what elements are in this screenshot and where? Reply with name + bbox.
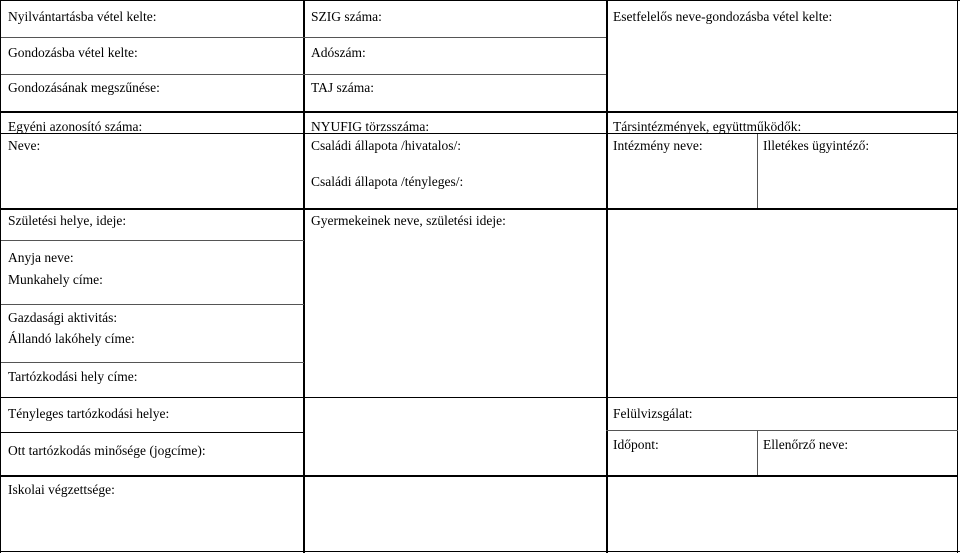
label-anyja-neve: Anyja neve: bbox=[8, 250, 74, 265]
row-line-2 bbox=[1, 74, 606, 75]
label-egyeni-azonosito-szama: Egyéni azonosító száma: bbox=[8, 119, 143, 134]
label-taj-szama: TAJ száma: bbox=[311, 80, 375, 95]
col3-inner-separator-bottom bbox=[757, 430, 758, 475]
row-line-4 bbox=[1, 133, 958, 134]
row-line-7 bbox=[1, 304, 304, 305]
label-ellenorzo-neve: Ellenőrző neve: bbox=[763, 437, 849, 452]
label-munkahely-cime: Munkahely címe: bbox=[8, 272, 103, 287]
label-nyufig-torzsszama: NYUFIG törzsszáma: bbox=[311, 119, 430, 134]
row-line-6 bbox=[1, 240, 304, 241]
label-iskolai-vegzettsege: Iskolai végzettsége: bbox=[8, 482, 115, 497]
label-esetfelelos-neve: Esetfelelős neve-gondozásba vétel kelte: bbox=[613, 9, 833, 24]
label-tarsintezmenyek: Társintézmények, együttműködők: bbox=[613, 119, 802, 134]
row-line-9 bbox=[1, 397, 958, 398]
row-line-3 bbox=[1, 111, 958, 113]
label-allando-lakohely-cime: Állandó lakóhely címe: bbox=[8, 331, 135, 346]
label-gondozasba-vetel-kelte: Gondozásba vétel kelte: bbox=[8, 45, 138, 60]
label-ott-tartozkodas-minosege: Ott tartózkodás minősége (jogcíme): bbox=[8, 443, 206, 458]
row-line-1 bbox=[1, 37, 606, 38]
row-line-10 bbox=[606, 430, 958, 431]
label-nyilvantartasba-vetel-kelte: Nyilvántartásba vétel kelte: bbox=[8, 9, 157, 24]
row-line-8 bbox=[1, 362, 304, 363]
frame-left bbox=[0, 0, 1, 553]
col3-inner-separator-top bbox=[757, 133, 758, 210]
row-line-5 bbox=[1, 208, 958, 210]
frame-right bbox=[957, 0, 958, 553]
label-adoszam: Adószám: bbox=[311, 45, 366, 60]
col-separator-1 bbox=[303, 0, 305, 553]
label-szuletesi-helye-ideje: Születési helye, ideje: bbox=[8, 213, 127, 228]
row-line-11 bbox=[1, 432, 304, 433]
frame-bottom bbox=[0, 551, 960, 552]
label-illetekes-ugyintezo: Illetékes ügyintéző: bbox=[763, 138, 870, 153]
label-gyermekeinek-neve: Gyermekeinek neve, születési ideje: bbox=[311, 213, 506, 228]
label-intezmeny-neve: Intézmény neve: bbox=[613, 138, 703, 153]
col-separator-2 bbox=[606, 0, 608, 553]
label-tartozkodasi-hely-cime: Tartózkodási hely címe: bbox=[8, 369, 138, 384]
label-gondozasanak-megszunese: Gondozásának megszűnése: bbox=[8, 80, 160, 95]
label-felulvizsgalat: Felülvizsgálat: bbox=[613, 406, 693, 421]
label-szig-szama: SZIG száma: bbox=[311, 9, 382, 24]
label-neve: Neve: bbox=[8, 138, 41, 153]
label-csaladi-allapota-hivatalos: Családi állapota /hivatalos/: bbox=[311, 138, 461, 153]
row-line-12 bbox=[1, 475, 958, 477]
label-idopont: Időpont: bbox=[613, 437, 659, 452]
label-gazdasagi-aktivitas: Gazdasági aktivitás: bbox=[8, 310, 118, 325]
label-csaladi-allapota-tenyleges: Családi állapota /tényleges/: bbox=[311, 174, 464, 189]
frame-top bbox=[0, 0, 960, 1]
label-tenyleges-tartozkodasi-helye: Tényleges tartózkodási helye: bbox=[8, 406, 170, 421]
